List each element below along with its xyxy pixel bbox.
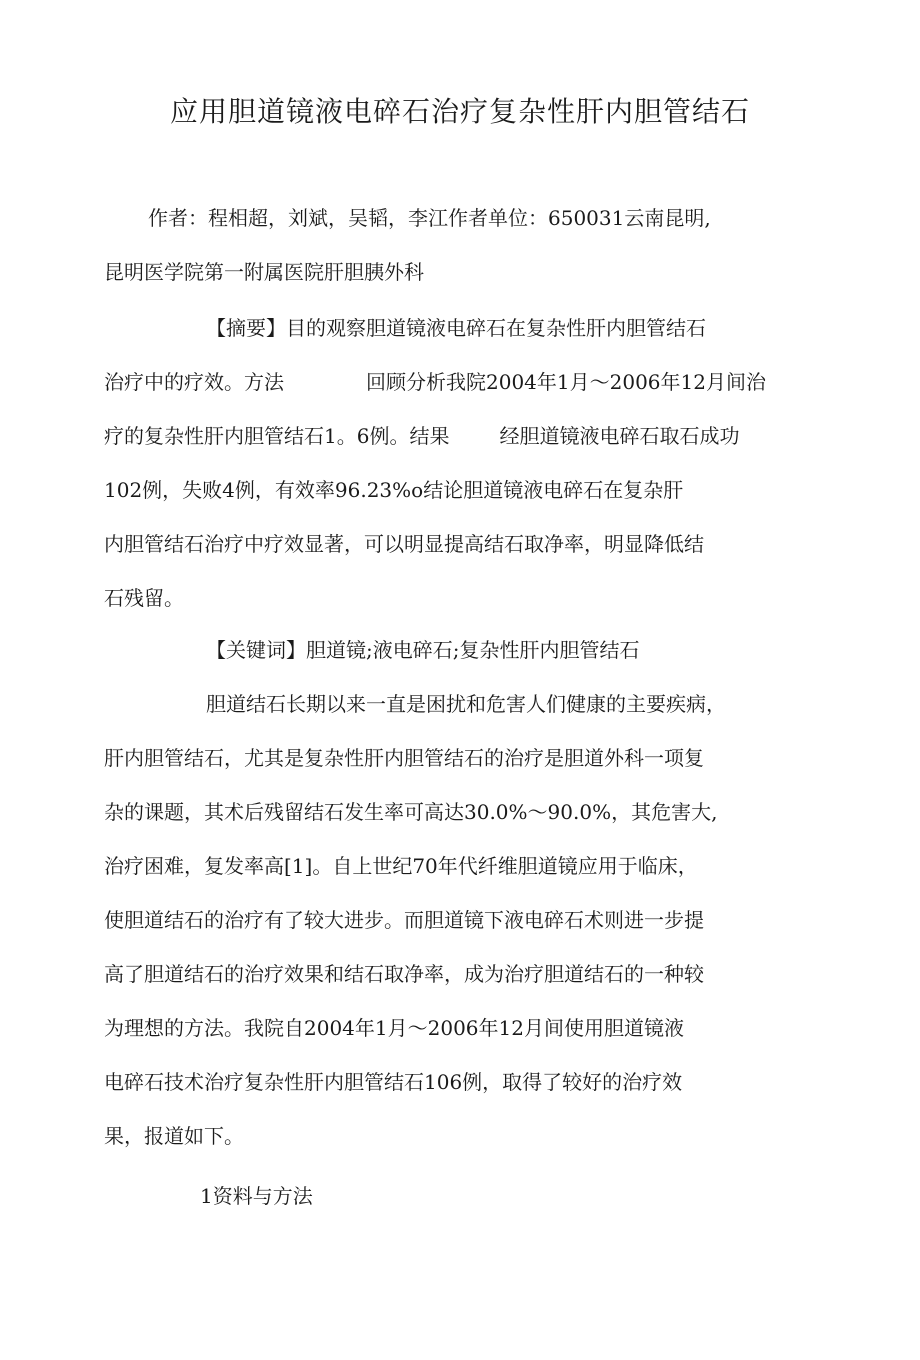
intro-line-3: 杂的课题，其术后残留结石发生率可高达30.0%～90.0%，其危害大, <box>104 800 718 824</box>
abstract-line-5: 内胆管结石治疗中疗效显著，可以明显提高结石取净率，明显降低结 <box>104 532 704 556</box>
intro-line-8: 电碎石技术治疗复杂性肝内胆管结石106例，取得了较好的治疗效 <box>104 1070 683 1094</box>
intro-line-5: 使胆道结石的治疗有了较大进步。而胆道镜下液电碎石术则进一步提 <box>104 908 704 932</box>
intro-line-7: 为理想的方法。我院自2004年1月～2006年12月间使用胆道镜液 <box>104 1016 684 1040</box>
section-heading: 1资料与方法 <box>200 1184 313 1208</box>
intro-line-9: 果，报道如下。 <box>104 1124 244 1148</box>
abstract-line-3 <box>104 422 739 450</box>
abstract-result-text: 经胆道镜液电碎石取石成功 <box>499 424 740 448</box>
abstract-line-4: 102例，失败4例，有效率96.23%o结论胆道镜液电碎石在复杂肝 <box>104 478 684 502</box>
affiliation-line: 昆明医学院第一附属医院肝胆胰外科 <box>104 260 424 284</box>
page-title: 应用胆道镜液电碎石治疗复杂性肝内胆管结石 <box>169 95 750 128</box>
abstract-line-1: 【摘要】目的观察胆道镜液电碎石在复杂性肝内胆管结石 <box>206 316 706 340</box>
abstract-result-label: 疗的复杂性肝内胆管结石1。6例。结果 <box>104 424 450 448</box>
abstract-method-text: 回顾分析我院2004年1月～2006年12月间治 <box>366 370 766 394</box>
abstract-line-2 <box>104 368 766 396</box>
abstract-method-label: 治疗中的疗效。方法 <box>104 370 284 394</box>
intro-line-4: 治疗困难，复发率高[1]。自上世纪70年代纤维胆道镜应用于临床， <box>104 854 698 878</box>
intro-line-6: 高了胆道结石的治疗效果和结石取净率，成为治疗胆道结石的一种较 <box>104 962 704 986</box>
authors-line: 作者：程相超，刘斌，吴韬，李江作者单位：650031云南昆明, <box>148 206 711 230</box>
keywords-line: 【关键词】胆道镜;液电碎石;复杂性肝内胆管结石 <box>206 638 640 662</box>
intro-line-2: 肝内胆管结石，尤其是复杂性肝内胆管结石的治疗是胆道外科一项复 <box>104 746 704 770</box>
intro-line-1: 胆道结石长期以来一直是困扰和危害人们健康的主要疾病， <box>206 692 726 716</box>
abstract-line-6: 石残留。 <box>104 586 184 610</box>
